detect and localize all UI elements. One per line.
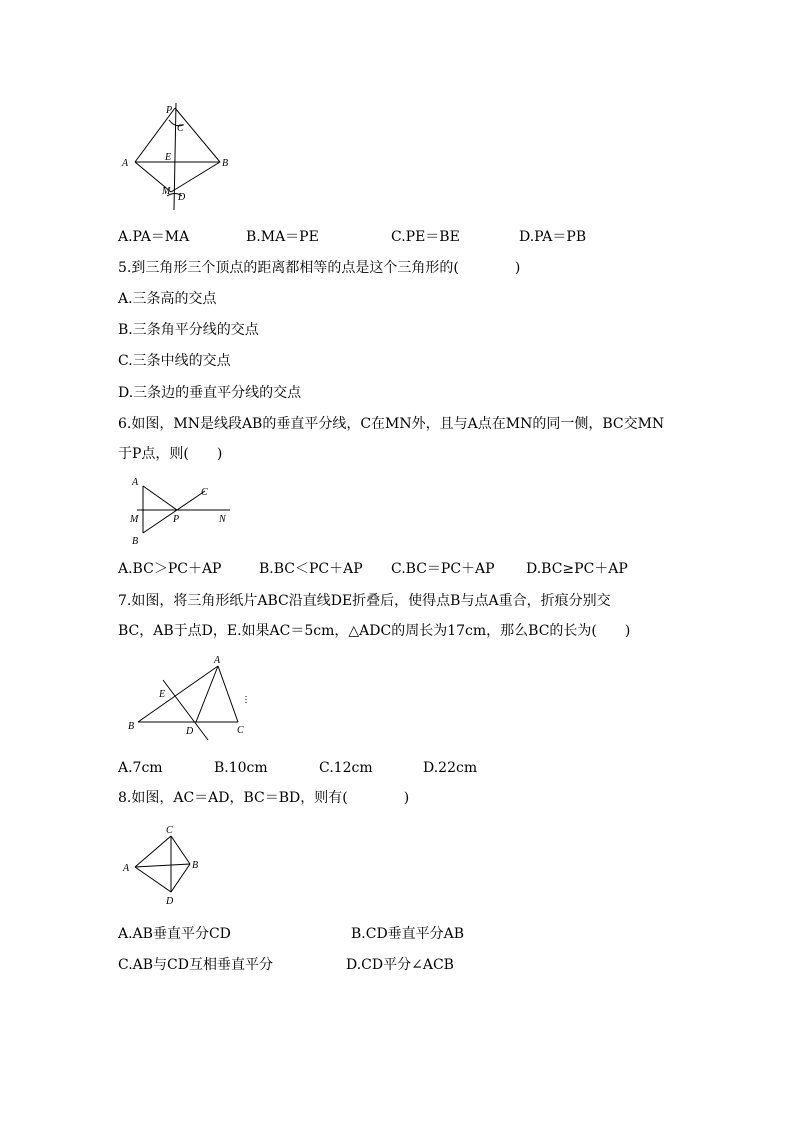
label-n: N [219,514,226,525]
q4-option-a: A.PA＝MA [118,229,190,245]
q4-option-c: C.PE＝BE [391,229,460,245]
q7-option-a: A.7cm [118,760,163,776]
q4-option-b: B.MA＝PE [246,229,319,245]
label-e: E [165,152,172,163]
label-d: D [166,896,174,907]
q8-option-c: C.AB与CD互相垂直平分 [118,957,273,973]
figure-q8 [118,822,208,907]
q7-option-c: C.12cm [319,760,373,776]
q6-stem-line2: 于P点，则( ) [118,446,223,462]
label-p: P [166,105,173,116]
q5-option-d: D.三条边的垂直平分线的交点 [118,385,302,401]
q8-option-b: B.CD垂直平分AB [351,926,465,942]
figure-q6 [125,473,240,548]
line-mb [171,162,220,192]
label-a: A [122,158,129,169]
label-m: M [130,514,139,525]
line-ac [218,666,238,722]
q6-option-a: A.BC＞PC＋AP [118,561,222,577]
q5-option-c: C.三条中线的交点 [118,353,231,369]
figure-q7 [120,650,255,745]
q5-option-b: B.三条角平分线的交点 [118,322,259,338]
label-p: P [173,514,180,525]
label-m: M [162,186,171,197]
line-ba [138,666,218,722]
q5-option-a: A.三条高的交点 [118,291,217,307]
line-bd [171,864,190,892]
q6-option-d: D.BC≥PC＋AP [526,561,628,577]
q7-stem-line2: BC，AB于点D，E.如果AC＝5cm，△ADC的周长为17cm，那么BC的长为( ) [118,623,631,639]
line-ac [135,836,171,867]
line-da [135,867,171,892]
label-b: B [132,536,139,547]
line-pb [175,108,220,162]
label-a: A [132,477,139,488]
line-cb [171,836,190,864]
label-c: C [177,123,184,134]
q7-stem-line1: 7.如图，将三角形纸片ABC沿直线DE折叠后，使得点B与点A重合，折痕分别交 [118,593,611,609]
q5-stem: 5.到三角形三个顶点的距离都相等的点是这个三角形的( ) [118,260,521,276]
line-ap [143,486,177,510]
q8-stem: 8.如图，AC＝AD，BC＝BD，则有( ) [118,790,410,806]
label-c: C [201,487,208,498]
label-c: C [237,725,244,736]
q6-option-c: C.BC＝PC＋AP [391,561,495,577]
label-a: A [214,655,221,666]
label-b: B [128,721,135,732]
q6-stem-line1: 6.如图，MN是线段AB的垂直平分线，C在MN外，且与A点在MN的同一侧，BC交MN [118,416,665,432]
figure-q4 [115,100,240,215]
label-a: A [123,863,130,874]
label-c: C [166,825,173,836]
q8-option-a: A.AB垂直平分CD [118,926,231,942]
q8-option-d: D.CD平分∠ACB [346,957,454,973]
line-bc [143,491,205,533]
label-b: B [222,158,229,169]
label-d: D [186,726,194,737]
label-b: B [192,860,199,871]
q6-option-b: B.BC＜PC＋AP [259,561,363,577]
q7-option-b: B.10cm [214,760,268,776]
label-e: E [159,689,166,700]
label-d: D [178,192,186,203]
line-ad [196,666,218,722]
q4-option-d: D.PA＝PB [519,229,587,245]
q7-option-d: D.22cm [423,760,478,776]
line-ab [135,864,190,867]
